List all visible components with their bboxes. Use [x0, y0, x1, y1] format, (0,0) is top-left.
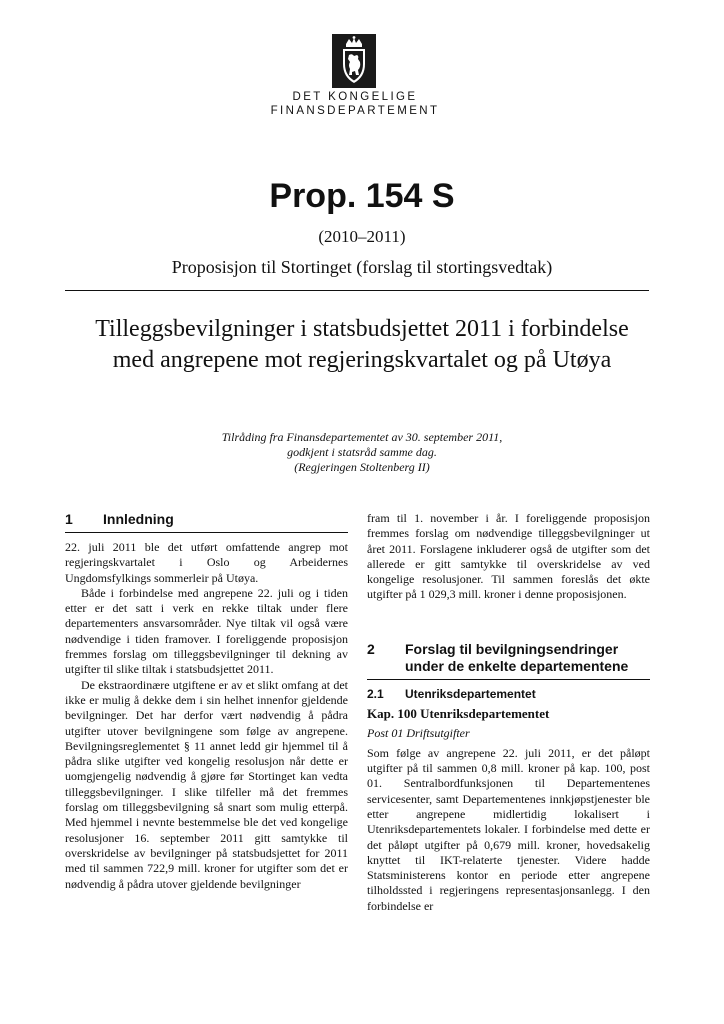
section-title: Forslag til bevilgningsendringer under de enkelte departementene	[405, 640, 629, 674]
proposition-number: Prop. 154 S	[269, 177, 455, 215]
section-heading	[367, 641, 650, 680]
approval-line: godkjent i statsråd samme dag.	[287, 445, 437, 459]
subsection-heading	[367, 687, 650, 702]
left-column	[65, 511, 348, 892]
chapter-heading: Kap. 100 Utenriksdepartementet	[367, 705, 550, 721]
paragraph: Som følge av angrepene 22. juli 2011, er det påløpt utgifter på til sammen 0,8 mill. kroner på kap. 100, post 01. Sentralbordfunksjonen til Departementenes servicesenter, samt Departementenes innkjøpstjenester ble etter angrepene midlertidig lokalisert i Utenriksdepartementets lokaler. I forbindelse med dette er det påløpt utgifter på 0,679 mill. kroner, hovedsakelig knyttet til IKT-relaterte tjenester. Videre hadde Statsministerens kontor en periode etter angrepene tilholdssted i regjeringens representasjonsanlegg. I den forbindelse er	[367, 745, 650, 913]
department-name-line1: DET KONGELIGE	[292, 91, 418, 103]
approval-note	[160, 430, 564, 475]
section-title: Innledning	[103, 511, 174, 527]
right-column	[367, 511, 650, 914]
paragraph: 22. juli 2011 ble det utført omfattende angrep mot regjeringskvartalet i Oslo og Arbeidernes Ungdomsfylkings sommerleir på Utøya.	[65, 540, 348, 585]
paragraph: De ekstraordinære utgiftene er av et slikt omfang at det ikke er mulig å dekke dem i sin helhet innenfor gjeldende bevilgninger. Det har derfor vært nødvendig å pådra utgifter utover bevilgningene som følge av angrepene. Bevilgningsreglementet § 11 annet ledd gir hjemmel til å pådra slike utgifter ved kongelig resolusjon når dette er uomgjengelig nødvendig å gjøre før Stortinget kan vedta tilleggsbevilgninger. I slike tilfeller må det fremmes forslag om tilleggsbevilgning så snart som mulig etterpå. Med hjemmel i nevnte bestemmelse ble det ved kongelige resolusjoner 16. september 2011 gitt samtykke til overskridelse av bevilgninger på statsbudsjettet for 2011 med til sammen 722,9 mill. kroner for utgifter som det er nødvendig å pådra utover gjeldende bevilgninger	[65, 677, 348, 891]
title-divider	[65, 290, 649, 291]
paragraph: Både i forbindelse med angrepene 22. juli og i tiden etter er det satt i verk en rekke tiltak under flere departementers ansvarsområder. Nye tiltak vil også være nødvendige i tiden framover. I foreliggende proposisjon fremmes forslag om tilleggsbevilgninger til dekning av utgifter til slike tiltak i statsbudsjettet 2011.	[65, 585, 348, 677]
session-years: (2010–2011)	[318, 227, 406, 246]
document-title: Tilleggsbevilgninger i statsbudsjettet 2011 i forbindelse med angrepene mot regjeringskvartalet og på Utøya	[95, 316, 629, 373]
subsection-title: Utenriksdepartementet	[405, 686, 536, 701]
section-number: 1	[65, 511, 73, 527]
department-name-line2: FINANSDEPARTEMENT	[270, 105, 440, 117]
approval-line: Tilråding fra Finansdepartementet av 30. september 2011,	[221, 430, 503, 444]
proposition-subtitle: Proposisjon til Stortinget (forslag til stortingsvedtak)	[171, 257, 553, 277]
section-heading	[65, 511, 348, 533]
coat-of-arms-icon	[332, 34, 376, 88]
post-heading: Post 01 Driftsutgifter	[367, 725, 470, 740]
approval-line: (Regjeringen Stoltenberg II)	[294, 460, 430, 474]
section-number: 2	[367, 640, 375, 657]
subsection-number: 2.1	[367, 686, 384, 701]
paragraph: fram til 1. november i år. I foreliggende proposisjon fremmes forslag om nødvendige tilleggsbevilgninger ut året 2011. Forslagene inkluderer også de utgifter som det allerede er gitt samtykke til overskridelse av ved kongelige resolusjoner. Til sammen foreslås det økte utgifter på 1 029,3 mill. kroner i denne proposisjonen.	[367, 511, 650, 602]
